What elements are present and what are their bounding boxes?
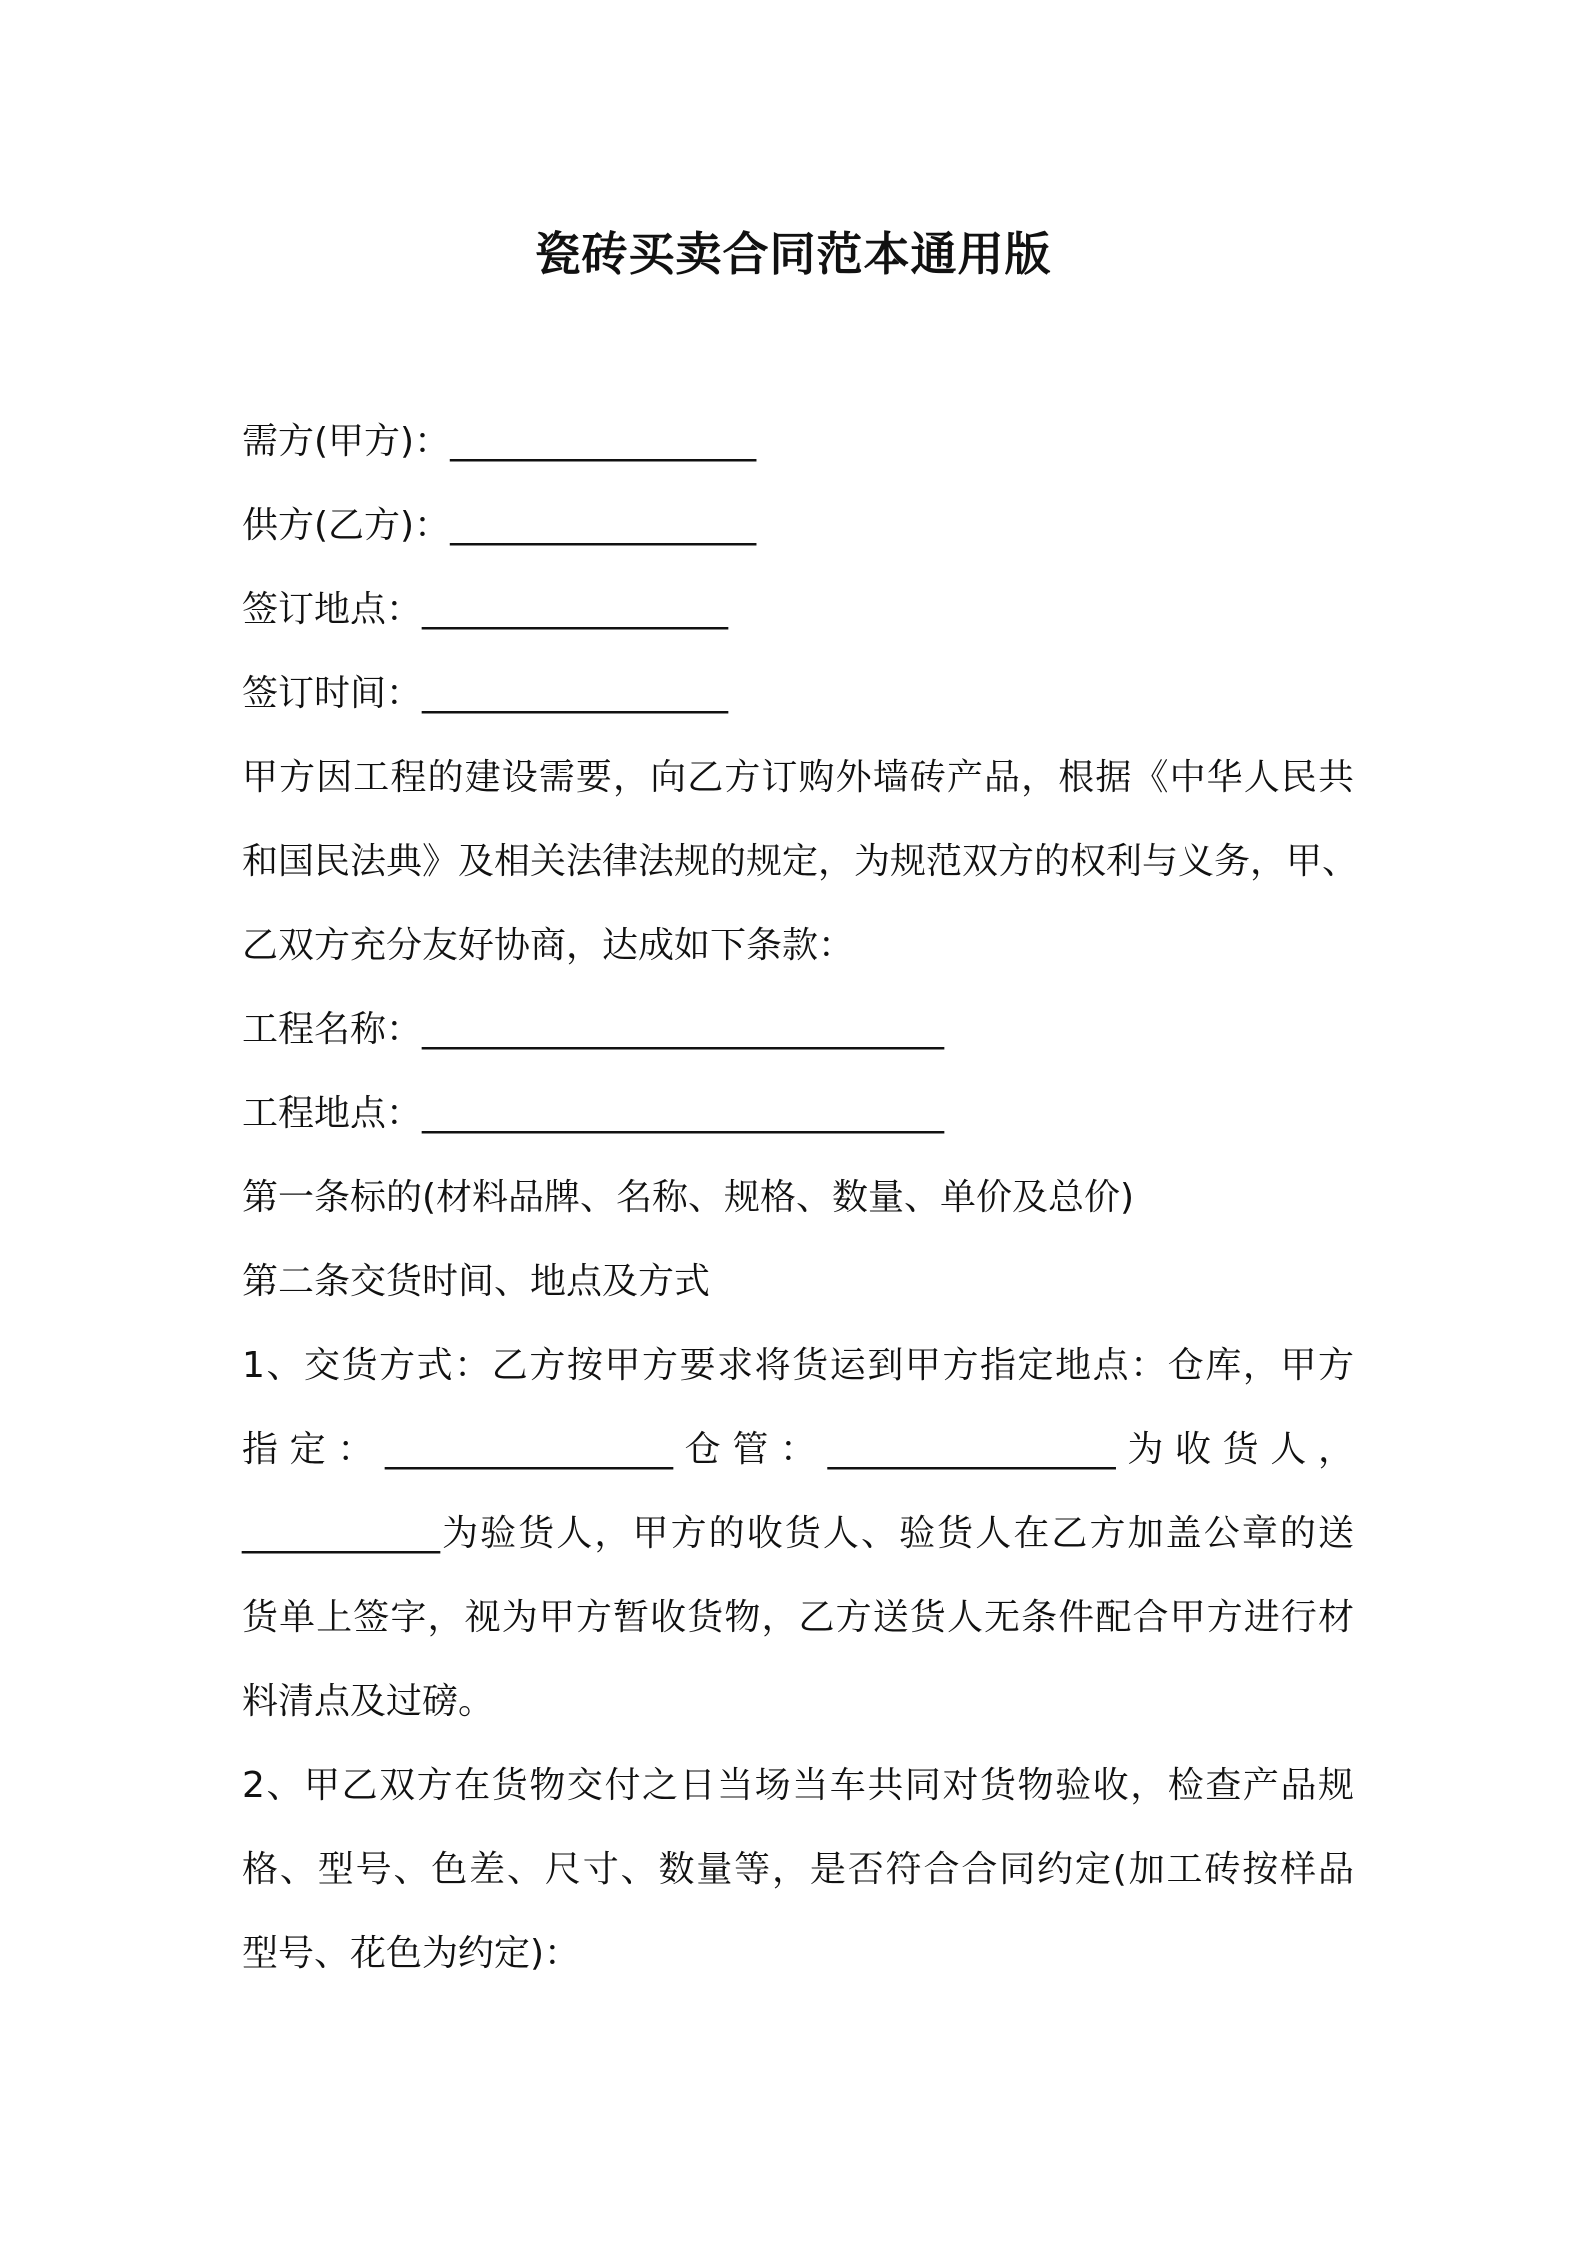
contract-body bbox=[242, 400, 1359, 1996]
signing-time-line: 签订时间：_________________ bbox=[242, 673, 729, 714]
project-name-line: 工程名称：_____________________________ bbox=[242, 1009, 945, 1050]
clause-1-line-5: 料清点及过磅。 bbox=[242, 1681, 495, 1722]
intro-paragraph-line-1: 甲方因工程的建设需要，向乙方订购外墙砖产品，根据《中华人民共 bbox=[242, 757, 1354, 798]
project-location-line: 工程地点：_____________________________ bbox=[242, 1093, 945, 1134]
clause-2-line-3: 型号、花色为约定)： bbox=[242, 1933, 581, 1974]
intro-paragraph-line-2: 和国民法典》及相关法律法规的规定，为规范双方的权利与义务，甲、 bbox=[242, 841, 1359, 882]
article-two-heading: 第二条交货时间、地点及方式 bbox=[242, 1261, 711, 1302]
page-title: 瓷砖买卖合同范本通用版 bbox=[534, 227, 1052, 281]
clause-1-line-3: ___________为验货人，甲方的收货人、验货人在乙方加盖公章的送 bbox=[242, 1513, 1354, 1554]
clause-1-line-1: 1、交货方式：乙方按甲方要求将货运到甲方指定地点：仓库，甲方 bbox=[242, 1345, 1354, 1386]
clause-2-line-1: 2、甲乙双方在货物交付之日当场当车共同对货物验收，检查产品规 bbox=[242, 1765, 1354, 1806]
clause-1-line-2: 指定：________________仓管：________________为收货人， bbox=[242, 1429, 1354, 1470]
seller-line: 供方(乙方)：_________________ bbox=[242, 505, 757, 546]
signing-place-line: 签订地点：_________________ bbox=[242, 589, 729, 630]
clause-2-line-2: 格、型号、色差、尺寸、数量等，是否符合合同约定(加工砖按样品 bbox=[242, 1849, 1354, 1890]
clause-1-line-4: 货单上签字，视为甲方暂收货物，乙方送货人无条件配合甲方进行材 bbox=[242, 1597, 1354, 1638]
buyer-line: 需方(甲方)：_________________ bbox=[242, 421, 757, 462]
article-one-heading: 第一条标的(材料品牌、名称、规格、数量、单价及总价) bbox=[242, 1177, 1135, 1218]
intro-paragraph-line-3: 乙双方充分友好协商，达成如下条款： bbox=[242, 925, 855, 966]
